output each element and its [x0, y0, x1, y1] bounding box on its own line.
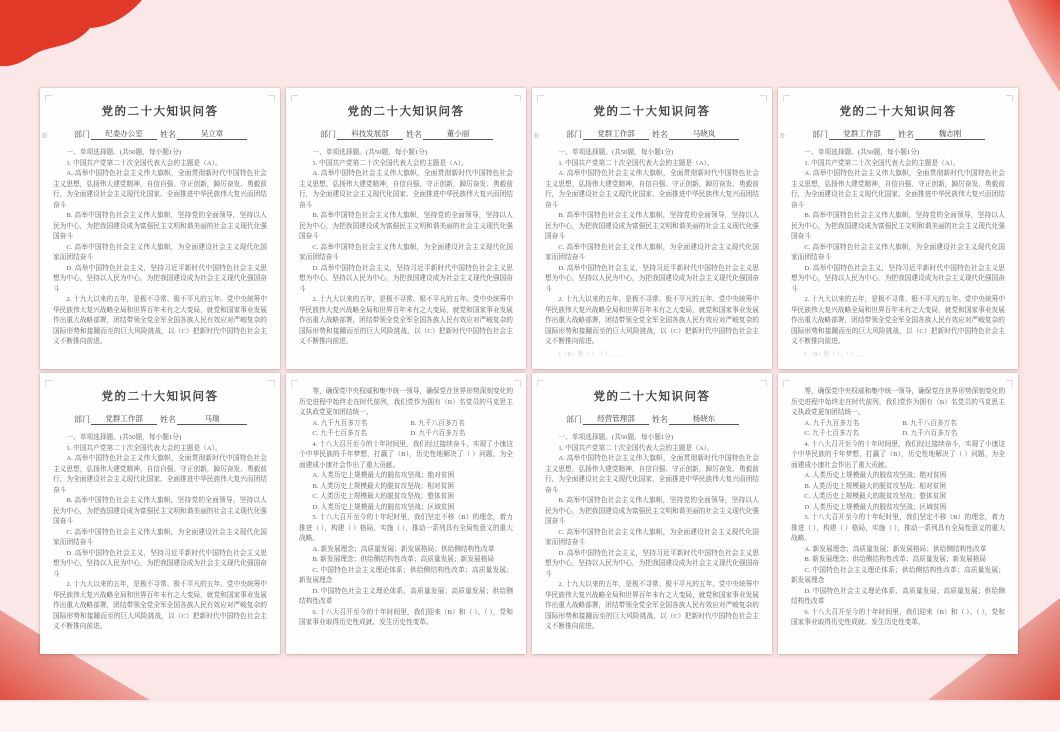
quiz-first-page — [532, 373, 772, 654]
body-paragraph: 1. 中国共产党第二十次全国代表大会的主题是（A）。 — [558, 444, 714, 452]
doc-header — [53, 413, 267, 425]
body-paragraph: 4. 十八大召开至今的十年时间里，我们经过接续奋斗，实现了小康这个中华民族的千年梦想，打赢了（B），历史性地解决了（ ）问题，为全面建成小康社会作出了重大贡献。 — [791, 440, 1006, 469]
body-paragraph: 1. 中国共产党第二十次全国代表大会的主题是（A）。 — [558, 159, 714, 167]
option-left: C. 九千七百多万名 — [312, 430, 368, 437]
body-paragraph: 等，确保党中央权威和集中统一领导，确保党在世界形势深刻变化的历史进程中始终走在时代前列，我们党作为拥有（B）名党员的马克思主义执政党更加团结统一。 — [791, 388, 1006, 416]
body-paragraph: A. 高举中国特色社会主义伟大旗帜，全面贯彻新时代中国特色社会主义思想，弘扬伟大建党精神，自信自强、守正创新，踔厉奋发、勇毅前行，为全面建设社会主义现代化国家、全面推进中华民族伟大复兴而团结奋斗 — [53, 170, 267, 209]
scan-side-artifact: B· — [780, 132, 787, 140]
body-paragraph: A. 高举中国特色社会主义伟大旗帜，全面贯彻新时代中国特色社会主义思想，弘扬伟大建党精神，自信自强、守正创新，踔厉奋发、勇毅前行，为全面建设社会主义现代化国家、全面推进中华民族伟大复兴而团结奋斗 — [545, 455, 759, 494]
quiz-first-page — [40, 373, 280, 654]
doc-title: 党的二十大知识问答 — [347, 106, 465, 118]
option-left: A. 九千九百多万名 — [312, 419, 368, 427]
body-paragraph: B. 高举中国特色社会主义伟大旗帜，坚持党的全面领导，坚持以人民为中心，为把我国建设成为富强民主文明和谐美丽的社会主义现代化强国奋斗 — [53, 212, 267, 240]
scan-corner-mark — [537, 380, 544, 387]
body-paragraph: D. 高举中国特色社会主义，坚持习近平新时代中国特色社会主义思想为中心，坚持以人民为中心，为把我国建设成为社会主义现代化强国奋斗 — [299, 264, 513, 293]
option-right: B. 九千八百多万名 — [902, 419, 957, 427]
option-line: B. 人类历史上规模最大的脱贫攻坚战；相对贫困 — [312, 482, 454, 490]
name-value: 魏志刚 — [915, 128, 985, 140]
body-paragraph: 6. 十八大召开至今的十年时间里，我们迎来（B）和（ ）、（ ），党和国家事业取得历史性成就、发生历史性变革。 — [791, 608, 1005, 626]
body-paragraph: 2. 十九大以来的五年，是极不寻常、极不平凡的五年。党中央统筹中华民族伟大复兴战略全局和世界百年未有之大变局，就党和国家事业发展作出重大战略部署，团结带领全党全军全国各族人民有效应对严峻复杂的国际形势和接踵而至的巨大风险挑战，以（C）把新时代中国特色社会主义不断推向前进。 — [299, 296, 514, 345]
option-columns — [791, 429, 1005, 440]
option-line: A. 人类历史上规模最大的脱贫攻坚战；绝对贫困 — [804, 472, 947, 479]
option-line: D. 中国特色社会主义理论体系、高质量发展；高质量发展；供给侧结构性改革 — [299, 587, 513, 605]
dept-label: 部门 — [74, 130, 90, 139]
top-left-brush-shape — [0, 0, 142, 66]
quiz-first-page — [532, 88, 772, 369]
scan-corner-mark — [514, 95, 521, 102]
scan-corner-mark — [45, 380, 52, 387]
option-right: D. 九千六百多万名 — [410, 430, 466, 437]
doc-body — [299, 148, 513, 348]
body-paragraph: 等，确保党中央权威和集中统一领导，确保党在世界形势深刻变化的历史进程中始终走在时代前列，我们党作为拥有（B）名党员的马克思主义执政党更加团结统一。 — [299, 388, 514, 416]
body-paragraph: 2. 十九大以来的五年，是极不寻常、极不平凡的五年。党中央统筹中华民族伟大复兴战略全局和世界百年未有之大变局，就党和国家事业发展作出重大战略部署，团结带领全党全军全国各族人民有效应对严峻复杂的国际形势和接踵而至的巨大风险挑战，以（C）把新时代中国特色社会主义不断推向前进。 — [545, 296, 760, 345]
doc-header — [545, 128, 759, 140]
name-label: 姓名 — [652, 415, 668, 424]
scan-corner-mark — [45, 95, 52, 102]
name-label: 姓名 — [652, 130, 668, 139]
doc-title: 党的二十大知识问答 — [593, 106, 711, 118]
body-paragraph: C. 高举中国特色社会主义伟大旗帜，为全面建设社会主义现代化国家而团结奋斗 — [53, 528, 267, 546]
body-paragraph: 一、单项选择题。(共50题，每小题1分) — [558, 149, 674, 156]
name-label: 姓名 — [898, 130, 914, 139]
body-paragraph: D. 高举中国特色社会主义，坚持习近平新时代中国特色社会主义思想为中心，坚持以人民为中心，为把我国建设成为社会主义现代化强国奋斗 — [53, 264, 267, 293]
name-label: 姓名 — [406, 130, 422, 139]
scan-side-artifact: B· — [42, 132, 49, 140]
body-paragraph: D. 高举中国特色社会主义，坚持习近平新时代中国特色社会主义思想为中心，坚持以人民为中心，为把我国建设成为社会主义现代化强国奋斗 — [53, 549, 267, 578]
option-line: B. 新发展理念；供给侧结构性改革；高质量发展；新发展格局 — [312, 556, 495, 563]
body-paragraph: 2. 十九大以来的五年，是极不寻常、极不平凡的五年。党中央统筹中华民族伟大复兴战略全局和世界百年未有之大变局，就党和国家事业发展作出重大战略部署，团结带领全党全军全国各族人民有效应对严峻复杂的国际形势和接踵而至的巨大风险挑战，以（C）把新时代中国特色社会主义不断推向前进。 — [791, 296, 1006, 345]
option-line: B. 新发展理念；供给侧结构性改革；高质量发展；新发展格局 — [804, 556, 987, 563]
option-line: A. 新发展理念；高质量发展；新发展格局；供给侧结构性改革 — [804, 545, 987, 553]
option-columns — [791, 419, 1005, 430]
doc-title: 党的二十大知识问答 — [101, 106, 219, 118]
body-paragraph: 一、单项选择题。(共50题，每小题1分) — [804, 149, 920, 156]
option-line: D. 人类历史上规模最大的脱贫攻坚战；区域贫困 — [804, 503, 947, 511]
body-paragraph: 1. 中国共产党第二十次全国代表大会的主题是（A）。 — [66, 159, 222, 167]
scan-corner-mark — [1006, 380, 1013, 387]
doc-body — [545, 433, 759, 633]
body-paragraph: 6. 十八大召开至今的十年时间里，我们迎来（B）和（ ）、（ ），党和国家事业取得历史性成就、发生历史性变革。 — [299, 608, 513, 626]
scan-corner-mark — [291, 380, 298, 387]
body-paragraph: 一、单项选择题。(共50题，每小题1分) — [66, 149, 182, 156]
body-paragraph: D. 高举中国特色社会主义，坚持习近平新时代中国特色社会主义思想为中心，坚持以人民为中心，为把我国建设成为社会主义现代化强国奋斗 — [791, 264, 1005, 293]
body-paragraph: A. 高举中国特色社会主义伟大旗帜，全面贯彻新时代中国特色社会主义思想，弘扬伟大建党精神，自信自强、守正创新，踔厉奋发、勇毅前行，为全面建设社会主义现代化国家、全面推进中华民族伟大复兴而团结奋斗 — [299, 170, 513, 209]
doc-title: 党的二十大知识问答 — [593, 391, 711, 403]
scan-corner-mark — [291, 95, 298, 102]
top-right-brush-shape — [1008, 0, 1060, 92]
doc-body — [791, 148, 1005, 360]
quiz-first-page — [40, 88, 280, 369]
option-line: C. 中国特色社会主义理论体系；供给侧结构性改革；高质量发展；新发展理念 — [791, 566, 1005, 584]
body-paragraph: 5. 十八大召开至今的十年纪时里，我们坚定不移（B）的理念，着力推进（ ），构建（ ）格局，实施（ ），推动一系列具有全局性意义的重大战略。 — [299, 514, 513, 542]
option-line: D. 中国特色社会主义理论体系、高质量发展；高质量发展；供给侧结构性改革 — [791, 587, 1005, 605]
body-paragraph: 1. 中国共产党第二十次全国代表大会的主题是（A）。 — [312, 159, 468, 167]
scan-side-artifact: B· — [534, 132, 541, 140]
name-value: 马晓岚 — [669, 128, 739, 140]
option-line: D. 人类历史上规模最大的脱贫攻坚战；区域贫困 — [312, 503, 455, 511]
option-line: C. 中国特色社会主义理论体系；供给侧结构性改革；高质量发展；新发展理念 — [299, 566, 513, 584]
option-right: D. 九千六百多万名 — [902, 430, 958, 437]
body-paragraph: B. 高举中国特色社会主义伟大旗帜，坚持党的全面领导，坚持以人民为中心，为把我国建设成为富强民主文明和谐美丽的社会主义现代化强国奋斗 — [791, 212, 1005, 240]
body-paragraph: C. 高举中国特色社会主义伟大旗帜，为全面建设社会主义现代化国家而团结奋斗 — [53, 243, 267, 261]
doc-body — [791, 387, 1005, 629]
dept-value: 经营管理部 — [583, 413, 649, 425]
doc-title: 党的二十大知识问答 — [839, 106, 957, 118]
doc-header — [53, 128, 267, 140]
scan-corner-mark — [1006, 95, 1013, 102]
doc-body — [545, 148, 759, 360]
body-paragraph: A. 高举中国特色社会主义伟大旗帜，全面贯彻新时代中国特色社会主义思想，弘扬伟大建党精神，自信自强、守正创新，踔厉奋发、勇毅前行，为全面建设社会主义现代化国家、全面推进中华民族伟大复兴而团结奋斗 — [791, 170, 1005, 209]
scan-corner-mark — [760, 95, 767, 102]
body-paragraph: 2. 十九大以来的五年，是极不寻常、极不平凡的五年。党中央统筹中华民族伟大复兴战略全局和世界百年未有之大变局，就党和国家事业发展作出重大战略部署，团结带领全党全军全国各族人民有效应对严峻复杂的国际形势和接踵而至的巨大风险挑战，以（C）把新时代中国特色社会主义不断推向前进。 — [53, 581, 268, 630]
body-paragraph: 1. 中国共产党第二十次全国代表大会的主题是（A）。 — [804, 159, 960, 167]
option-line: B. 人类历史上规模最大的脱贫攻坚战；相对贫困 — [804, 482, 946, 490]
body-paragraph: D. 高举中国特色社会主义，坚持习近平新时代中国特色社会主义思想为中心，坚持以人民为中心，为把我国建设成为社会主义现代化强国奋斗 — [545, 264, 759, 293]
doc-body — [299, 387, 513, 629]
scan-corner-mark — [783, 95, 790, 102]
scan-corner-mark — [268, 95, 275, 102]
dept-label: 部门 — [566, 415, 582, 424]
doc-header — [791, 128, 1005, 140]
body-paragraph: D. 高举中国特色社会主义，坚持习近平新时代中国特色社会主义思想为中心，坚持以人民为中心，为把我国建设成为社会主义现代化强国奋斗 — [545, 549, 759, 578]
option-line: A. 新发展理念；高质量发展；新发展格局；供给侧结构性改革 — [312, 545, 495, 553]
body-paragraph: B. 高举中国特色社会主义伟大旗帜，坚持党的全面领导，坚持以人民为中心，为把我国建设成为富强民主文明和谐美丽的社会主义现代化强国奋斗 — [299, 212, 513, 240]
body-paragraph: A. 高举中国特色社会主义伟大旗帜，全面贯彻新时代中国特色社会主义思想，弘扬伟大建党精神，自信自强、守正创新，踔厉奋发、勇毅前行，为全面建设社会主义现代化国家、全面推进中华民族伟大复兴而团结奋斗 — [545, 170, 759, 209]
body-paragraph: C. 高举中国特色社会主义伟大旗帜，为全面建设社会主义现代化国家而团结奋斗 — [545, 528, 759, 546]
scan-corner-mark — [514, 380, 521, 387]
doc-title: 党的二十大知识问答 — [101, 391, 219, 403]
name-label: 姓名 — [160, 415, 176, 424]
option-line: A. 人类历史上规模最大的脱贫攻坚战；绝对贫困 — [312, 472, 455, 479]
dept-value: 党群工作部 — [583, 128, 649, 140]
doc-body — [53, 148, 267, 348]
option-columns — [299, 429, 513, 440]
body-paragraph: 一、单项选择题。(共50题，每小题1分) — [66, 434, 182, 441]
dept-value: 党群工作部 — [829, 128, 895, 140]
option-right: B. 九千八百多万名 — [410, 419, 465, 427]
dept-label: 部门 — [566, 130, 582, 139]
dept-label: 部门 — [320, 130, 336, 139]
doc-header — [299, 128, 513, 140]
name-value: 董小丽 — [423, 128, 493, 140]
name-label: 姓名 — [160, 130, 176, 139]
body-paragraph: C. 高举中国特色社会主义伟大旗帜，为全面建设社会主义现代化国家而团结奋斗 — [299, 243, 513, 261]
dept-value: 科技发展部 — [337, 128, 403, 140]
name-value: 杨晓东 — [669, 413, 739, 425]
body-paragraph: 2. 十九大以来的五年，是极不寻常、极不平凡的五年。党中央统筹中华民族伟大复兴战略全局和世界百年未有之大变局，就党和国家事业发展作出重大战略部署，团结带领全党全军全国各族人民有效应对严峻复杂的国际形势和接踵而至的巨大风险挑战，以（C）把新时代中国特色社会主义不断推向前进。 — [545, 581, 760, 630]
body-paragraph: C. 高举中国特色社会主义伟大旗帜，为全面建设社会主义现代化国家而团结奋斗 — [545, 243, 759, 261]
option-line: C. 人类历史上规模最大的脱贫攻坚战；整体贫困 — [312, 493, 454, 500]
name-value: 马瑞 — [177, 413, 247, 425]
scan-corner-mark — [268, 380, 275, 387]
pages-grid — [40, 88, 1018, 654]
dept-value: 党群工作部 — [91, 413, 157, 425]
body-paragraph: 2. 十九大以来的五年，是极不寻常、极不平凡的五年。党中央统筹中华民族伟大复兴战略全局和世界百年未有之大变局，就党和国家事业发展作出重大战略部署，团结带领全党全军全国各族人民有效应对严峻复杂的国际形势和接踵而至的巨大风险挑战，以（C）把新时代中国特色社会主义不断推向前进。 — [53, 296, 268, 345]
body-paragraph: 4. 十八大召开至今的十年时间里，我们经过接续奋斗，实现了小康这个中华民族的千年梦想，打赢了（B），历史性地解决了（ ）问题，为全面建成小康社会作出了重大贡献。 — [299, 440, 514, 469]
quiz-continuation-page — [778, 373, 1018, 654]
quiz-first-page — [286, 88, 526, 369]
body-paragraph: B. 高举中国特色社会主义伟大旗帜，坚持党的全面领导，坚持以人民为中心，为把我国建设成为富强民主文明和谐美丽的社会主义现代化强国奋斗 — [545, 497, 759, 525]
body-paragraph: B. 高举中国特色社会主义伟大旗帜，坚持党的全面领导，坚持以人民为中心，为把我国建设成为富强民主文明和谐美丽的社会主义现代化强国奋斗 — [53, 497, 267, 525]
dept-label: 部门 — [74, 415, 90, 424]
doc-header — [545, 413, 759, 425]
dept-value: 纪委办公室 — [91, 128, 157, 140]
quiz-first-page — [778, 88, 1018, 369]
ghost-bleedthrough-line: 3.（B）和（ ）、（ ）…… — [803, 351, 869, 358]
scan-corner-mark — [783, 380, 790, 387]
body-paragraph: C. 高举中国特色社会主义伟大旗帜，为全面建设社会主义现代化国家而团结奋斗 — [791, 243, 1005, 261]
ghost-bleedthrough-line: 3.（B）和（ ）、（ ）…… — [557, 351, 623, 358]
body-paragraph: 5. 十八大召开至今的十年纪时里，我们坚定不移（B）的理念，着力推进（ ），构建（ ）格局，实施（ ），推动一系列具有全局性意义的重大战略。 — [791, 514, 1005, 542]
body-paragraph: A. 高举中国特色社会主义伟大旗帜，全面贯彻新时代中国特色社会主义思想，弘扬伟大建党精神，自信自强、守正创新，踔厉奋发、勇毅前行，为全面建设社会主义现代化国家、全面推进中华民族伟大复兴而团结奋斗 — [53, 455, 267, 494]
bottom-band — [0, 702, 1060, 732]
scan-corner-mark — [537, 95, 544, 102]
body-paragraph: 一、单项选择题。(共50题，每小题1分) — [312, 149, 428, 156]
option-columns — [299, 419, 513, 430]
option-line: C. 人类历史上规模最大的脱贫攻坚战；整体贫困 — [804, 493, 946, 500]
option-left: C. 九千七百多万名 — [804, 430, 860, 437]
body-paragraph: B. 高举中国特色社会主义伟大旗帜，坚持党的全面领导，坚持以人民为中心，为把我国建设成为富强民主文明和谐美丽的社会主义现代化强国奋斗 — [545, 212, 759, 240]
quiz-continuation-page — [286, 373, 526, 654]
name-value: 吴立章 — [177, 128, 247, 140]
doc-body — [53, 433, 267, 633]
dept-label: 部门 — [812, 130, 828, 139]
body-paragraph: 1. 中国共产党第二十次全国代表大会的主题是（A）。 — [66, 444, 222, 452]
option-left: A. 九千九百多万名 — [804, 419, 860, 427]
body-paragraph: 一、单项选择题。(共50题，每小题1分) — [558, 434, 674, 441]
scan-corner-mark — [760, 380, 767, 387]
